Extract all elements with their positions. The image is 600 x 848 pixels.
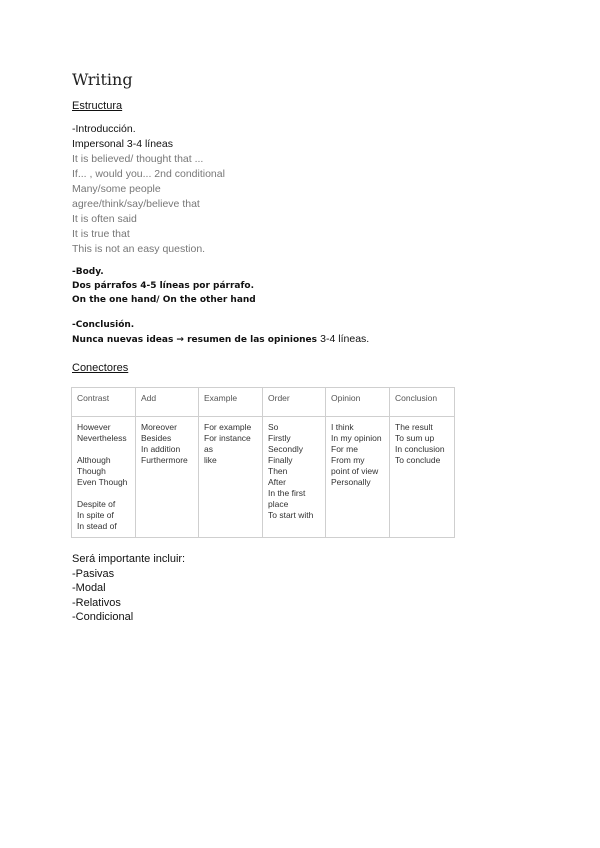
connector-item: After — [268, 477, 286, 487]
conclusion-length: 3-4 líneas. — [320, 333, 370, 345]
include-item: -Relativos — [72, 596, 121, 609]
intro-example: If... , would you... 2nd conditional — [72, 168, 225, 180]
cell-spacer — [77, 488, 130, 499]
introduccion-section — [72, 122, 532, 257]
connector-item: Despite of — [77, 499, 116, 509]
connector-item: place — [268, 499, 289, 509]
intro-label: -Introducción. — [72, 123, 136, 135]
table-cell — [136, 417, 199, 538]
conclusion-label: -Conclusión. — [72, 320, 135, 330]
connector-item: In my opinion — [331, 433, 382, 443]
include-item: -Pasivas — [72, 567, 115, 580]
connector-item: In conclusion — [395, 444, 445, 454]
conclusion-line — [72, 332, 532, 347]
column-header: Opinion — [326, 388, 390, 417]
column-header: Add — [136, 388, 199, 417]
body-label: -Body. — [72, 267, 104, 277]
table-row — [72, 417, 455, 538]
connector-item: For instance — [204, 433, 251, 443]
connector-item: Firstly — [268, 433, 291, 443]
connector-item: However — [77, 422, 111, 432]
connector-item: The result — [395, 422, 433, 432]
body-line: On the one hand/ On the other hand — [72, 295, 256, 305]
cell-spacer — [77, 444, 130, 455]
table-cell — [72, 417, 136, 538]
connector-item: Though — [77, 466, 106, 476]
connector-item: In spite of — [77, 510, 114, 520]
connector-item: From my — [331, 455, 365, 465]
column-header: Contrast — [72, 388, 136, 417]
conclusion-section — [72, 318, 532, 347]
include-item: -Condicional — [72, 611, 134, 623]
estructura-heading: Estructura — [72, 100, 123, 112]
conectores-heading: Conectores — [72, 362, 129, 374]
connector-item: To start with — [268, 510, 314, 520]
intro-example: Many/some people — [72, 183, 161, 195]
include-list — [72, 552, 185, 625]
connector-item: In the first — [268, 488, 306, 498]
connector-item: as — [204, 444, 213, 454]
connector-item: Finally — [268, 455, 293, 465]
intro-example: It is often said — [72, 213, 137, 225]
table-cell — [199, 417, 263, 538]
intro-example: It is believed/ thought that ... — [72, 153, 204, 165]
connector-item: Moreover — [141, 422, 177, 432]
column-header: Order — [263, 388, 326, 417]
connector-item: In addition — [141, 444, 181, 454]
connector-item: To conclude — [395, 455, 441, 465]
connector-item: For me — [331, 444, 358, 454]
connector-item: I think — [331, 422, 354, 432]
column-header: Example — [199, 388, 263, 417]
connector-item: like — [204, 455, 217, 465]
connector-item: Then — [268, 466, 288, 476]
connector-item: To sum up — [395, 433, 435, 443]
connector-item: Besides — [141, 433, 172, 443]
connector-item: Even Though — [77, 477, 128, 487]
connector-item: Furthermore — [141, 455, 188, 465]
intro-example: agree/think/say/believe that — [72, 198, 200, 210]
body-section — [72, 265, 532, 307]
connector-item: In stead of — [77, 521, 117, 531]
body-line: Dos párrafos 4-5 líneas por párrafo. — [72, 281, 255, 291]
connector-item: Nevertheless — [77, 433, 127, 443]
connector-item: Personally — [331, 477, 371, 487]
connector-item: point of view — [331, 466, 379, 476]
conclusion-text: Nunca nuevas ideas → resumen de las opiniones — [72, 335, 318, 345]
table-cell — [263, 417, 326, 538]
intro-subtitle: Impersonal 3-4 líneas — [72, 138, 173, 150]
intro-example: This is not an easy question. — [72, 243, 206, 255]
connector-item: Although — [77, 455, 111, 465]
connector-item: For example — [204, 422, 252, 432]
table-header-row — [72, 388, 455, 417]
connectors-table — [71, 387, 455, 538]
page-title: Writing — [72, 70, 133, 89]
column-header: Conclusion — [390, 388, 455, 417]
intro-example: It is true that — [72, 228, 130, 240]
connector-item: Secondly — [268, 444, 303, 454]
table-cell — [390, 417, 455, 538]
include-item: -Modal — [72, 582, 106, 594]
connector-item: So — [268, 422, 279, 432]
include-intro: Será importante incluir: — [72, 553, 186, 565]
table-cell — [326, 417, 390, 538]
